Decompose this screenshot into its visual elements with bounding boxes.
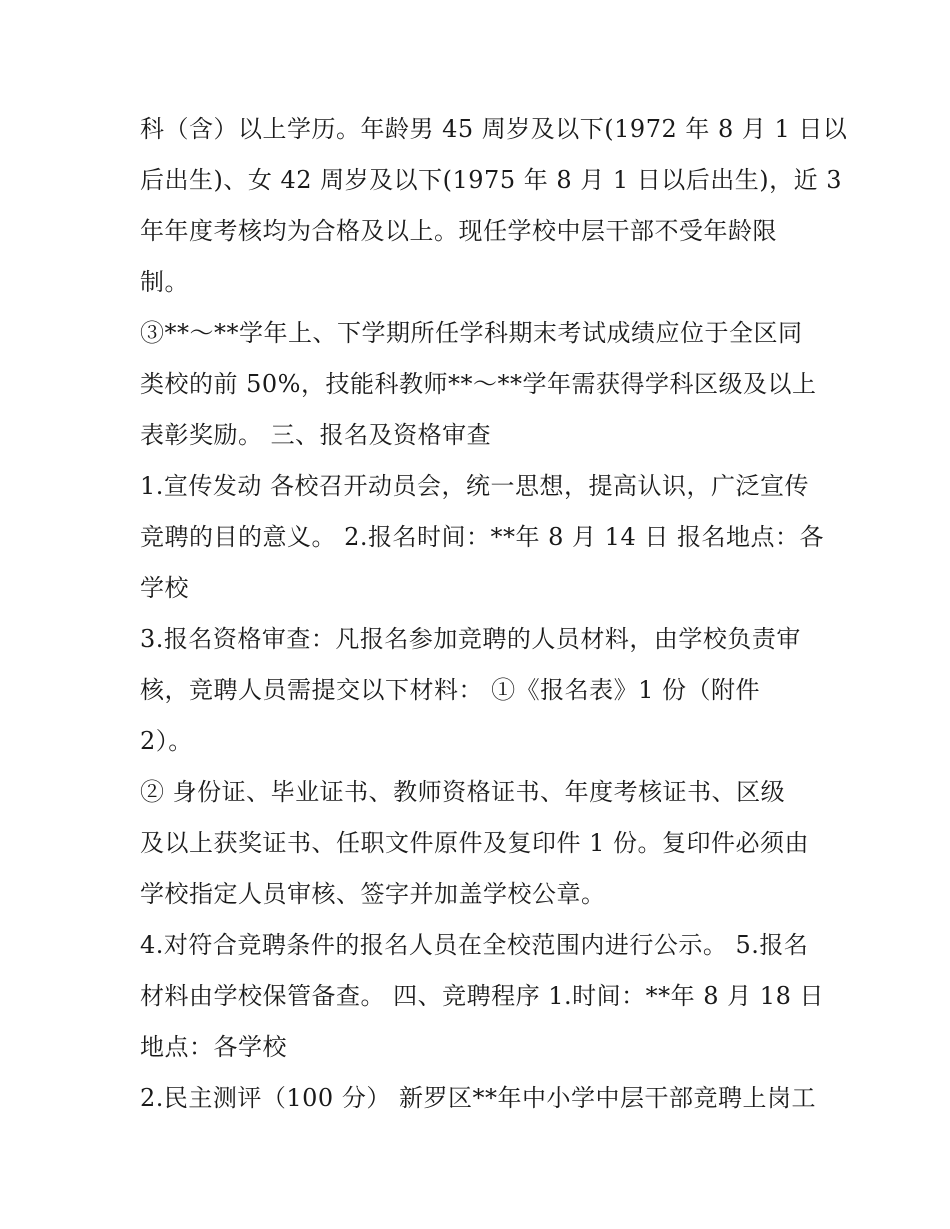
text-line-14: ② 身份证、毕业证书、教师资格证书、年度考核证书、区级 [140,778,786,806]
text-line-20: 2.民主测评（100 分） 新罗区**年中小学中层干部竞聘上岗工 [140,1084,816,1112]
text-line-6: 类校的前 50%，技能科教师**～**学年需获得学科区级及以上 [140,370,817,398]
text-line-3: 年年度考核均为合格及以上。现任学校中层干部不受年龄限 [140,217,777,245]
text-line-9: 竞聘的目的意义。 2.报名时间：**年 8 月 14 日 报名地点：各 [140,523,824,551]
text-line-13: 2）。 [140,727,193,755]
text-line-15: 及以上获奖证书、任职文件原件及复印件 1 份。复印件必须由 [140,829,810,857]
text-line-8: 1.宣传发动 各校召开动员会，统一思想，提高认识，广泛宣传 [140,472,810,500]
text-line-4: 制。 [140,268,189,296]
text-line-2: 后出生)、女 42 周岁及以下(1975 年 8 月 1 日以后出生)，近 3 [140,166,843,194]
text-line-16: 学校指定人员审核、签字并加盖学校公章。 [140,880,606,908]
text-line-1: 科（含）以上学历。年龄男 45 周岁及以下(1972 年 8 月 1 日以 [140,115,848,143]
text-line-19: 地点：各学校 [140,1033,287,1061]
text-line-11: 3.报名资格审查：凡报名参加竞聘的人员材料，由学校负责审 [140,625,801,653]
text-line-5: ③**～**学年上、下学期所任学科期末考试成绩应位于全区同 [140,319,803,347]
document-body [140,104,848,1124]
text-line-12: 核，竞聘人员需提交以下材料： ①《报名表》1 份（附件 [140,676,761,704]
text-line-7: 表彰奖励。 三、报名及资格审查 [140,421,492,449]
text-line-18: 材料由学校保管备查。 四、竞聘程序 1.时间：**年 8 月 18 日 [140,982,824,1010]
text-line-17: 4.对符合竞聘条件的报名人员在全校范围内进行公示。 5.报名 [140,931,809,959]
text-line-10: 学校 [140,574,189,602]
